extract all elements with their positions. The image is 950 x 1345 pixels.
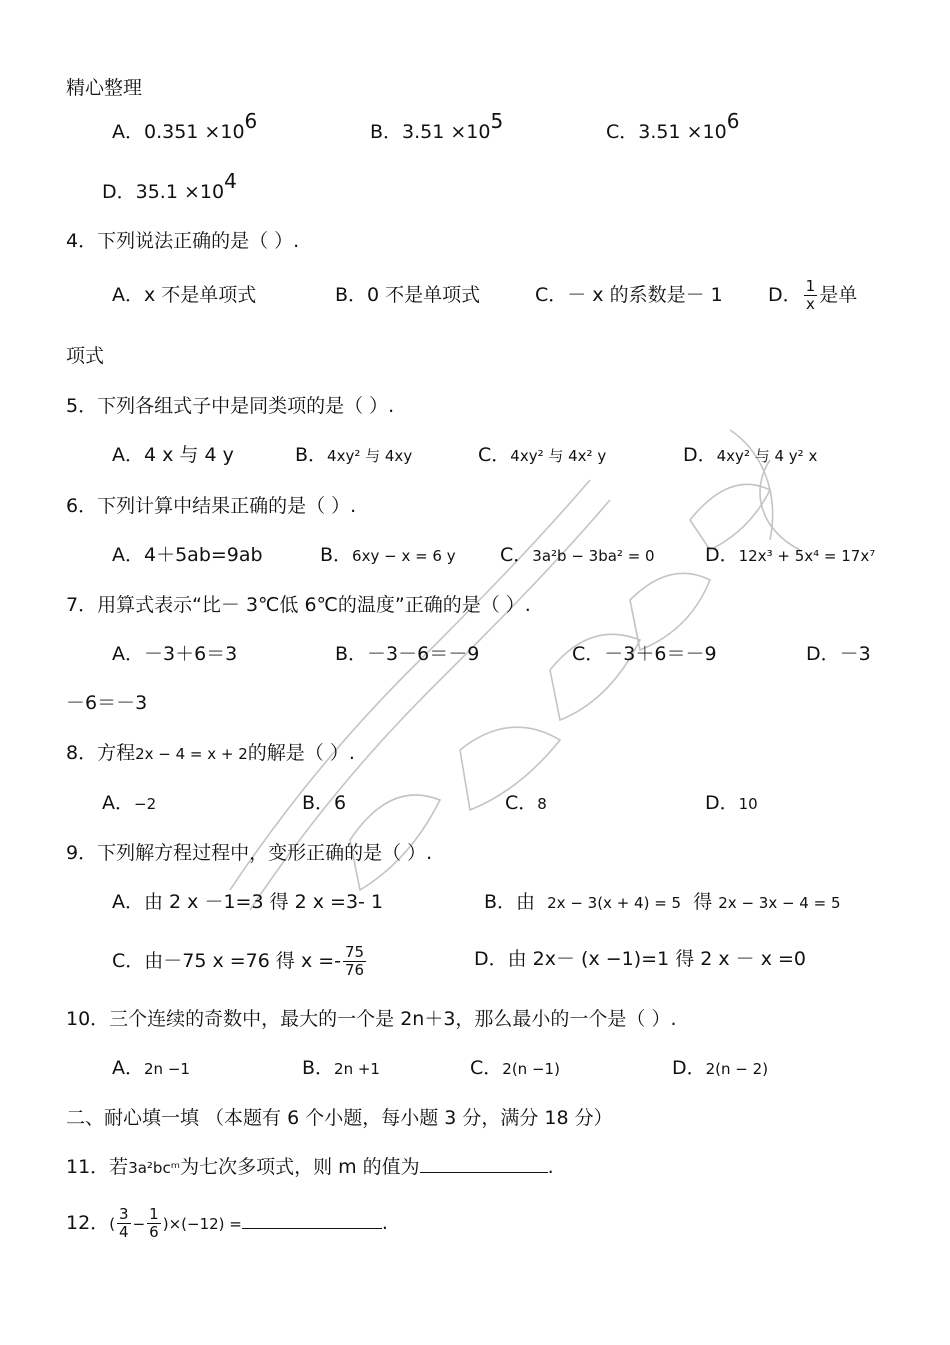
q10-option-d: D．2(n − 2) <box>672 1057 769 1079</box>
q7-option-d-continued: －6＝－3 <box>66 692 148 714</box>
answer-blank[interactable] <box>242 1210 382 1229</box>
q12: 12．( $\frac{3}{4}$ − $\frac{1}{6}$ )×(−12) = . <box>66 1205 388 1241</box>
q4-option-d: D． $\frac{1}{x}$ 是单 <box>768 277 858 313</box>
q10-option-b: B．2n +1 <box>302 1057 380 1079</box>
q4-option-b: B．0 不是单项式 <box>335 284 481 306</box>
section-heading: 二、耐心填一填 （本题有 6 个小题，每小题 3 分，满分 18 分） <box>66 1107 613 1129</box>
q7-option-b: B．－3－6＝－9 <box>335 643 480 665</box>
q10-option-a: A．2n −1 <box>112 1057 190 1079</box>
q6-option-b: B．6xy − x = 6 y <box>320 544 456 566</box>
fraction: $\frac{3}{4}$ <box>119 1205 129 1241</box>
q4-option-a: A．x 不是单项式 <box>112 284 257 306</box>
q5-option-a: A．4 x 与 4 y <box>112 444 234 466</box>
q5-stem: 5．下列各组式子中是同类项的是（ ）. <box>66 395 395 417</box>
q3-option-c: C．3.51 ×106 <box>606 109 740 143</box>
q10-stem: 10．三个连续的奇数中，最大的一个是 2n＋3，那么最小的一个是（ ）. <box>66 1008 677 1030</box>
q4-stem: 4．下列说法正确的是（ ）. <box>66 230 300 252</box>
q3-option-a: A．0.351 ×106 <box>112 109 258 143</box>
fraction: $\frac{1}{x}$ <box>805 277 816 313</box>
q6-option-c: C．3a²b − 3ba² = 0 <box>500 544 655 566</box>
q8-option-b: B．6 <box>302 792 347 814</box>
q8-option-d: D．10 <box>705 792 758 814</box>
q9-stem: 9．下列解方程过程中，变形正确的是（ ）. <box>66 842 433 864</box>
q3-option-b: B．3.51 ×105 <box>370 109 504 143</box>
q8-option-a: A．−2 <box>102 792 157 814</box>
q11: 11．若3a²bcᵐ为七次多项式，则 m 的值为 . <box>66 1156 554 1178</box>
fraction: $\frac{1}{6}$ <box>149 1205 159 1241</box>
q7-option-d: D．－3 <box>806 643 871 665</box>
q8-stem: 8．方程2x − 4 = x + 2的解是（ ）. <box>66 742 355 764</box>
q9-option-a: A．由 2 x －1=3 得 2 x =3- 1 <box>112 891 384 913</box>
q5-option-c: C．4xy² 与 4x² y <box>478 444 607 466</box>
fraction: $\frac{75}{76}$ <box>345 943 365 979</box>
q4-option-c: C．－ x 的系数是－ 1 <box>535 284 723 306</box>
q6-stem: 6．下列计算中结果正确的是（ ）. <box>66 495 357 517</box>
q9-option-c: C．由－75 x =76 得 x =- $\frac{75}{76}$ <box>112 943 365 979</box>
q7-option-a: A．－3＋6＝3 <box>112 643 238 665</box>
page-header: 精心整理 <box>66 77 143 99</box>
q6-option-d: D．12x³ + 5x⁴ = 17x⁷ <box>705 544 876 566</box>
q3-option-d: D．35.1 ×104 <box>102 169 237 203</box>
q7-option-c: C．－3＋6＝－9 <box>572 643 717 665</box>
q8-option-c: C．8 <box>505 792 547 814</box>
q10-option-c: C．2(n −1) <box>470 1057 560 1079</box>
q9-option-d: D．由 2x－ (x −1)=1 得 2 x － x =0 <box>474 948 806 970</box>
q6-option-a: A．4＋5ab=9ab <box>112 544 263 566</box>
q4-option-d-continued: 项式 <box>66 345 105 367</box>
q7-stem: 7．用算式表示“比－ 3℃低 6℃的温度”正确的是（ ）. <box>66 594 531 616</box>
q5-option-b: B．4xy² 与 4xy <box>295 444 413 466</box>
q9-option-b: B．由 2x − 3(x + 4) = 5 得 2x − 3x − 4 = 5 <box>484 891 841 913</box>
q5-option-d: D．4xy² 与 4 y² x <box>683 444 818 466</box>
answer-blank[interactable] <box>420 1154 548 1173</box>
